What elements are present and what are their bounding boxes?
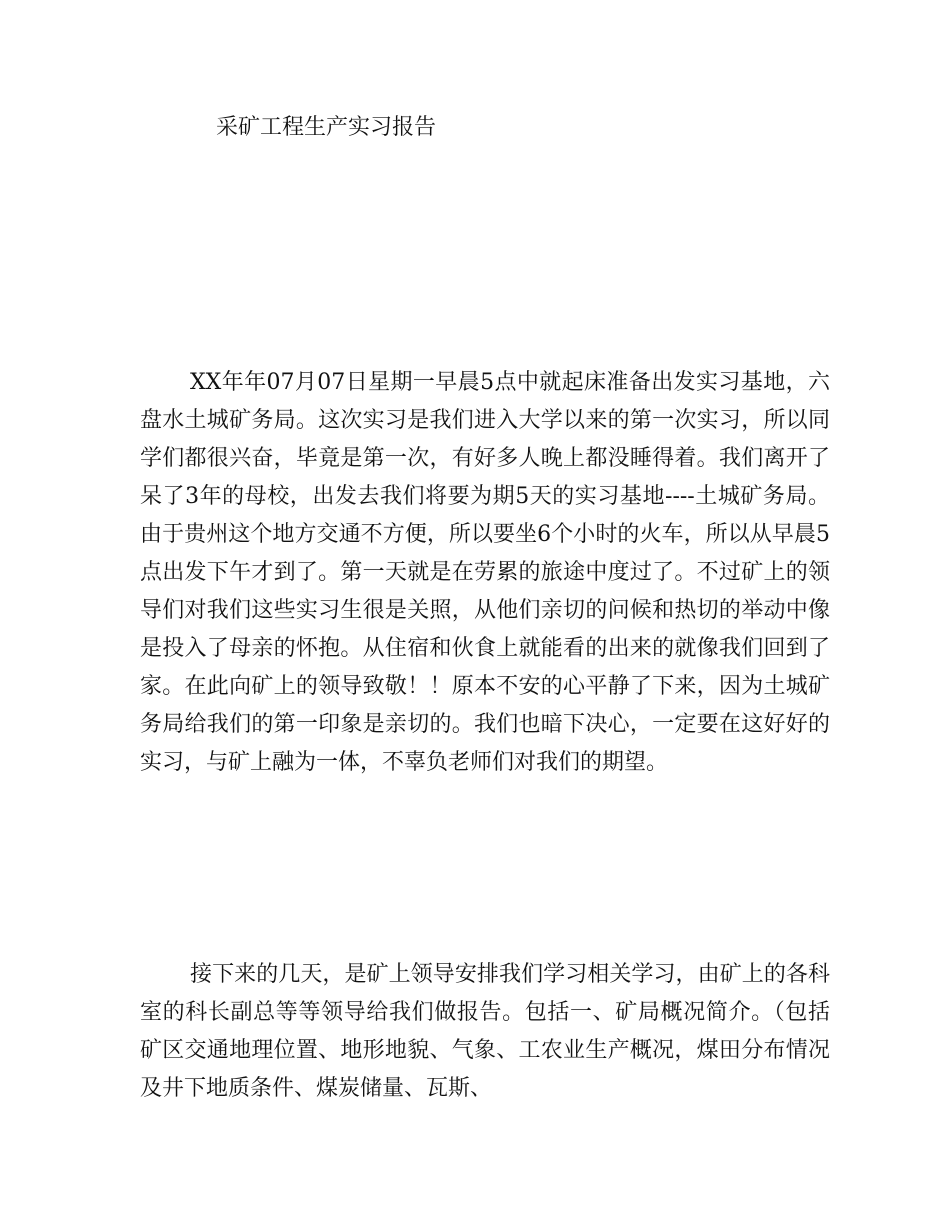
paragraph-1: XX年年07月07日星期一早晨5点中就起床准备出发实习基地，六盘水土城矿务局。这次实习是我们进入大学以来的第一次实习，所以同学们都很兴奋，毕竟是第一次，有好多人晚上都没睡得着。我们离开了呆了3年的母校，出发去我们将要为期5天的实习基地----土城矿务局。由于贵州这个地方交通不方便，所以要坐6个小时的火车，所以从早晨5点出发下午才到了。第一天就是在劳累的旅途中度过了。不过矿上的领导们对我们这些实习生很是关照，从他们亲切的问候和热切的举动中像是投入了母亲的怀抱。从住宿和伙食上就能看的出来的就像我们回到了家。在此向矿上的领导致敬！！原本不安的心平静了下来，因为土城矿务局给我们的第一印象是亲切的。我们也暗下决心，一定要在这好好的实习，与矿上融为一体，不辜负老师们对我们的期望。 [140,370,830,775]
paragraph-2: 接下来的几天，是矿上领导安排我们学习相关学习，由矿上的各科室的科长副总等等领导给我们做报告。包括一、矿局概况简介。（包括矿区交通地理位置、地形地貌、气象、工农业生产概况，煤田分布情况及井下地质条件、煤炭储量、瓦斯、 [140,962,830,1101]
document-title: 采矿工程生产实习报告 [216,115,437,140]
